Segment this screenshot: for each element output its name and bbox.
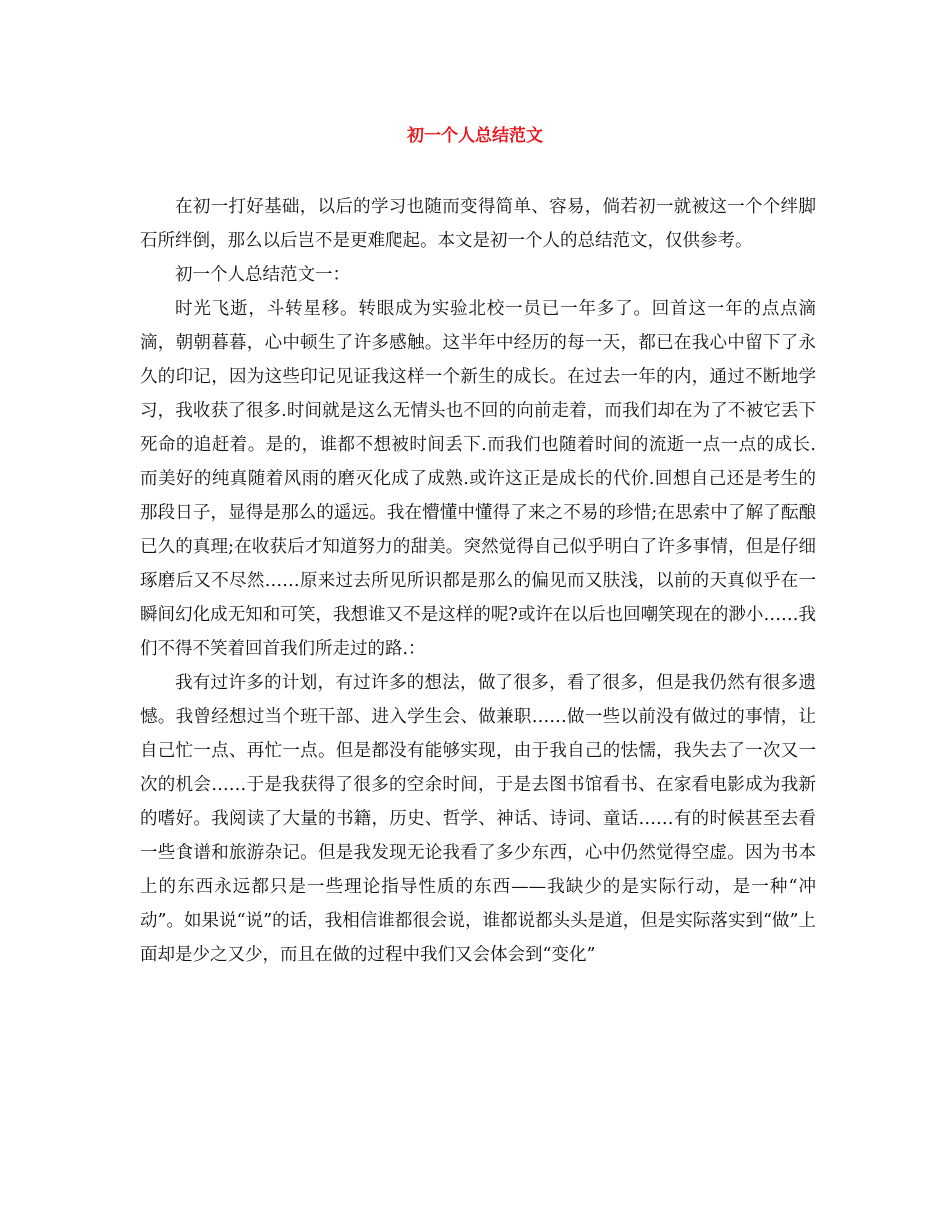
paragraph-section-heading: 初一个人总结范文一： xyxy=(175,265,350,285)
document-title: 初一个人总结范文 xyxy=(407,126,543,146)
document-body xyxy=(140,190,816,972)
paragraph-intro: 在初一打好基础，以后的学习也随而变得简单、容易，倘若初一就被这一个个绊脚石所绊倒，那么以后岂不是更难爬起。本文是初一个人的总结范文，仅供参考。 xyxy=(140,197,816,251)
paragraph-reflection: 时光飞逝，斗转星移。转眼成为实验北校一员已一年多了。回首这一年的点点滴滴，朝朝暮暮，心中顿生了许多感触。这半年中经历的每一天，都已在我心中留下了永久的印记，因为这些印记见证我这样一个新生的成长。在过去一年的内，通过不断地学习，我收获了很多.时间就是这么无情头也不回的向前走着，而我们却在为了不被它丢下死命的追赶着。是的，谁都不想被时间丢下.而我们也随着时间的流逝一点一点的成长.而美好的纯真随着风雨的磨灭化成了成熟.或许这正是成长的代价.回想自己还是考生的那段日子，显得是那么的遥远。我在懵懂中懂得了来之不易的珍惜;在思索中了解了酝酿已久的真理;在收获后才知道努力的甜美。突然觉得自己似乎明白了许多事情，但是仔细琢磨后又不尽然……原来过去所见所识都是那么的偏见而又肤浅，以前的天真似乎在一瞬间幻化成无知和可笑，我想谁又不是这样的呢?或许在以后也回嘲笑现在的渺小……我们不得不笑着回首我们所走过的路.： xyxy=(140,299,816,659)
paragraph-plans: 我有过许多的计划，有过许多的想法，做了很多，看了很多，但是我仍然有很多遗憾。我曾经想过当个班干部、进入学生会、做兼职……做一些以前没有做过的事情，让自己忙一点、再忙一点。但是都没有能够实现，由于我自己的怯懦，我失去了一次又一次的机会……于是我获得了很多的空余时间，于是去图书馆看书、在家看电影成为我新的嗜好。我阅读了大量的书籍，历史、哲学、神话、诗词、童话……有的时候甚至去看一些食谱和旅游杂记。但是我发现无论我看了多少东西，心中仍然觉得空虚。因为书本上的东西永远都只是一些理论指导性质的东西——我缺少的是实际行动，是一种“冲动”。如果说“说”的话，我相信谁都很会说，谁都说都头头是道，但是实际落实到“做”上面却是少之又少，而且在做的过程中我们又会体会到“变化” xyxy=(140,673,816,965)
